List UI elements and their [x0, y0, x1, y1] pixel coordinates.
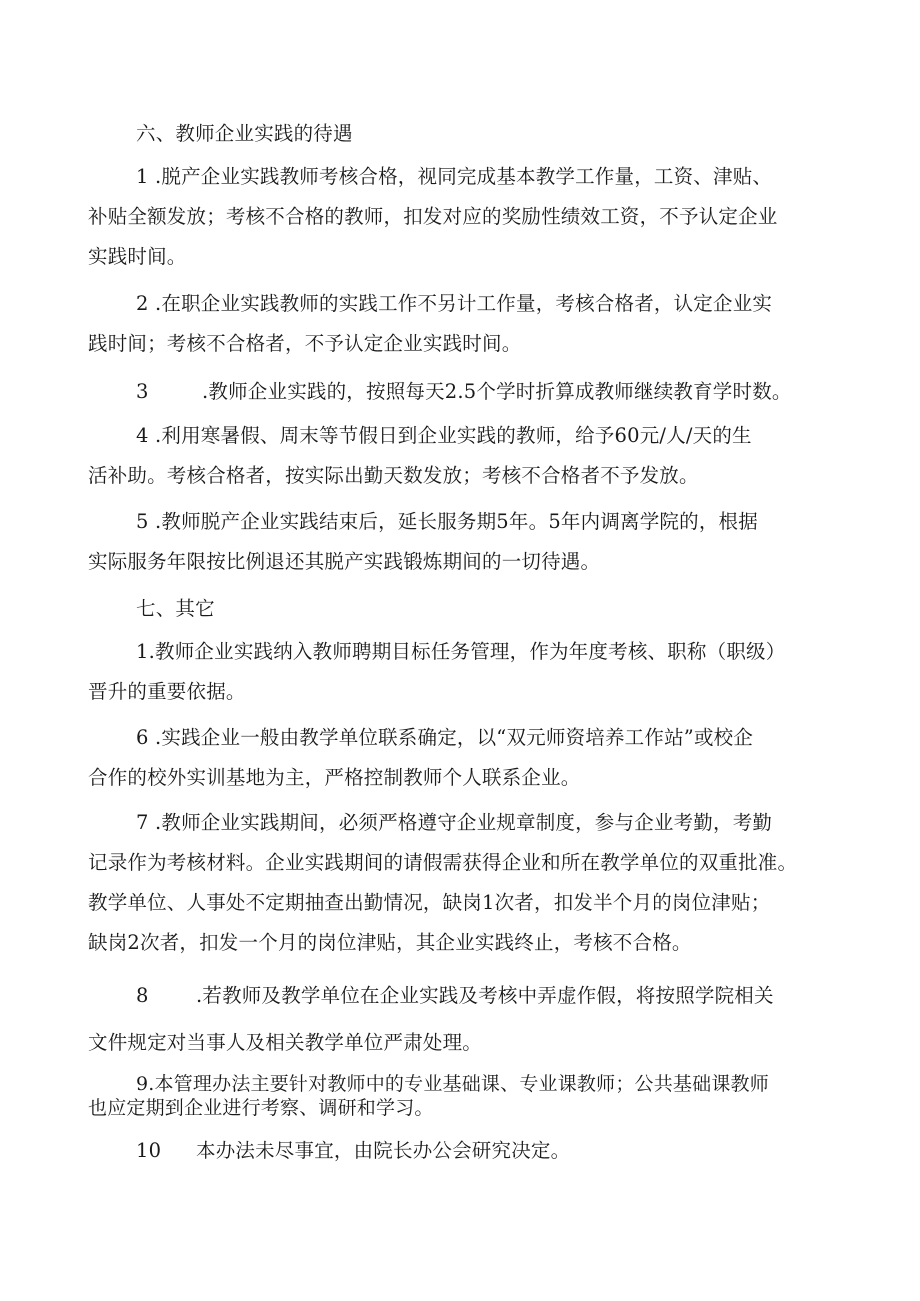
section-7-item-10 [88, 1131, 828, 1171]
item-first-line [88, 416, 828, 456]
item-text: 践时间；考核不合格者，不予认定企业实践时间。 [88, 332, 522, 355]
item-first-line [88, 372, 828, 412]
item-text: 本管理办法主要针对教师中的专业基础课、专业课教师；公共基础课教师 [154, 1073, 769, 1095]
item-text: 晋升的重要依据。 [88, 680, 246, 703]
item-first-line [88, 718, 828, 758]
item-text: .若教师及教学单位在企业实践及考核中弄虚作假，将按照学院相关 [196, 984, 774, 1007]
item-first-line [88, 803, 828, 843]
item-number: 7 [136, 811, 149, 834]
section-6-item-2 [88, 284, 828, 364]
item-first-line [88, 632, 828, 672]
heading-text: 六、教师企业实践的待遇 [136, 122, 353, 145]
item-text: 合作的校外实训基地为主，严格控制教师个人联系企业。 [88, 766, 581, 789]
item-number: 2 [136, 292, 149, 315]
item-text: .教师脱产企业实践结束后，延长服务期5年。5年内调离学院的，根据 [148, 510, 758, 533]
item-text: 实践时间。 [88, 245, 187, 268]
item-first-line [88, 1072, 828, 1096]
item-text: .脱产企业实践教师考核合格，视同完成基本教学工作量，工资、津贴、 [148, 165, 773, 188]
item-number: 5 [136, 510, 149, 533]
section-7-heading [88, 589, 828, 629]
item-text: 记录作为考核材料。企业实践期间的请假需获得企业和所在教学单位的双重批准。 [88, 851, 798, 874]
item-text: .教师企业实践期间，必须严格遵守企业规章制度，参与企业考勤，考勤 [148, 811, 773, 834]
item-text: 本办法未尽事宜，由院长办公会研究决定。 [196, 1139, 571, 1162]
item-number: 3 [136, 380, 149, 403]
item-text: 实际服务年限按比例退还其脱产实践锻炼期间的一切待遇。 [88, 550, 601, 573]
item-first-line [88, 157, 828, 197]
item-number: 10 [136, 1139, 162, 1162]
section-6-item-1 [88, 157, 828, 277]
section-6-item-5 [88, 502, 828, 582]
item-number: 8 [136, 984, 149, 1007]
item-text: 缺岗2次者，扣发一个月的岗位津贴，其企业实践终止，考核不合格。 [88, 931, 692, 954]
item-text: 文件规定对当事人及相关教学单位严肃处理。 [88, 1031, 483, 1054]
section-7-item-7 [88, 803, 828, 963]
item-number: 6 [136, 726, 149, 749]
section-7-item-8 [88, 976, 828, 1063]
heading-text: 七、其它 [136, 597, 215, 620]
item-text: .教师企业实践的，按照每天2.5个学时折算成教师继续教育学时数。 [202, 380, 792, 403]
item-number: 1 [136, 165, 149, 188]
item-text: 教师企业实践纳入教师聘期目标任务管理，作为年度考核、职称（职级） [155, 640, 786, 663]
item-text: .在职企业实践教师的实践工作不另计工作量，考核合格者，认定企业实 [148, 292, 773, 315]
item-first-line [88, 976, 828, 1016]
item-text: 教学单位、人事处不定期抽查出勤情况，缺岗1次者，扣发半个月的岗位津贴； [88, 891, 771, 914]
item-text: .实践企业一般由教学单位联系确定，以“双元师资培养工作站”或校企 [148, 726, 754, 749]
section-6-heading [88, 114, 828, 154]
item-first-line [88, 284, 828, 324]
section-6-item-3 [88, 372, 828, 412]
item-first-line [88, 1131, 828, 1171]
item-text: 活补助。考核合格者，按实际出勤天数发放；考核不合格者不予发放。 [88, 464, 699, 487]
section-7-item-1 [88, 632, 828, 712]
section-7-item-9 [88, 1072, 828, 1120]
section-7-item-6 [88, 718, 828, 798]
item-text: .利用寒暑假、周末等节假日到企业实践的教师，给予60元/人/天的生 [148, 424, 752, 447]
section-6-item-4 [88, 416, 828, 496]
item-text: 补贴全额发放；考核不合格的教师，扣发对应的奖励性绩效工资，不予认定企业 [88, 205, 778, 228]
item-text: 也应定期到企业进行考察、调研和学习。 [88, 1097, 434, 1119]
item-number: 9. [136, 1073, 155, 1095]
item-number: 1. [136, 640, 156, 663]
item-first-line [88, 502, 828, 542]
item-number: 4 [136, 424, 149, 447]
